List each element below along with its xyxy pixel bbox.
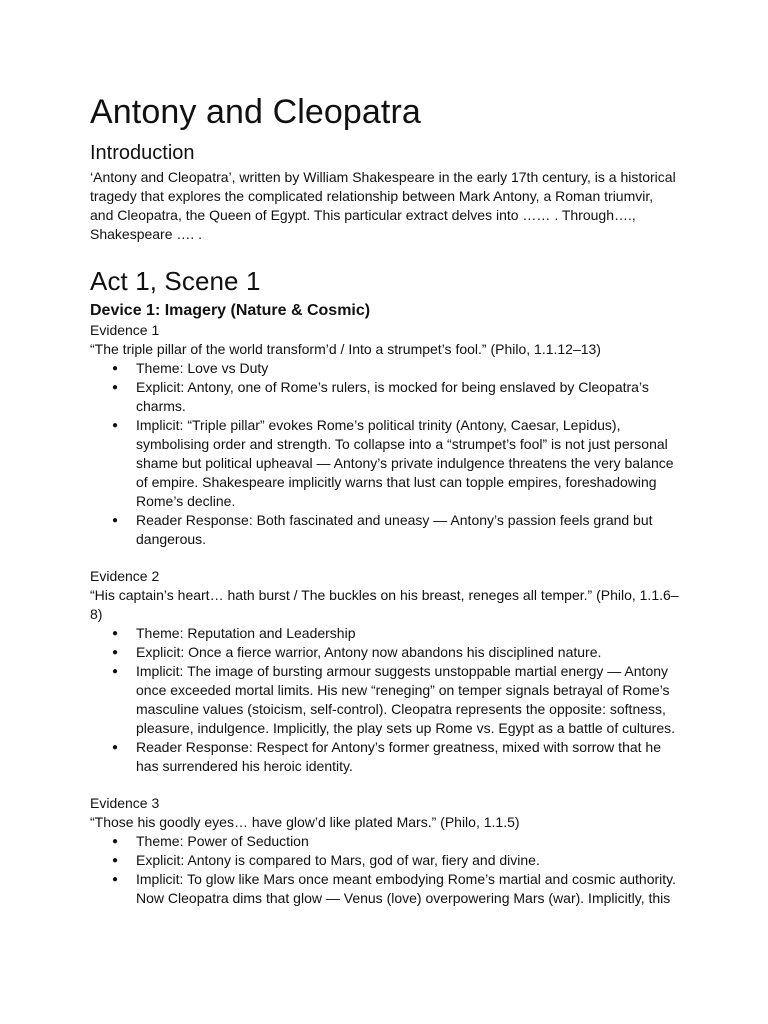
- evidence-bullet-list: [90, 832, 680, 908]
- bullet-theme: ● Theme: Love vs Duty: [136, 359, 680, 378]
- bullet-theme: ● Theme: Reputation and Leadership: [136, 624, 680, 643]
- evidence-bullet-list: [90, 624, 680, 776]
- evidence-label: Evidence 2: [90, 568, 160, 584]
- device-heading: Device 1: Imagery (Nature & Cosmic): [90, 302, 371, 319]
- evidence-block-2: [90, 567, 680, 776]
- bullet-explicit: ● Explicit: Once a fierce warrior, Antony now abandons his disciplined nature.: [136, 643, 680, 662]
- bullet-implicit: ● Implicit: To glow like Mars once meant embodying Rome’s martial and cosmic authority. Now Cleopatra dims that glow — Venus (love) overpowering Mars (war). Implicitly, this: [136, 870, 680, 908]
- evidence-quote: “The triple pillar of the world transform’d / Into a strumpet’s fool.” (Philo, 1.1.12–13): [90, 341, 601, 357]
- bullet-reader-response: ● Reader Response: Both fascinated and uneasy — Antony’s passion feels grand but dangerous.: [136, 511, 680, 549]
- evidence-block-1: [90, 321, 680, 549]
- intro-paragraph: ‘Antony and Cleopatra’, written by William Shakespeare in the early 17th century, is a historical tragedy that explores the complicated relationship between Mark Antony, a Roman triumvir, and Cleopatra, the Queen of Egypt. This particular extract delves into …… . Through…., Shakespeare …. .: [90, 169, 676, 242]
- evidence-bullet-list: [90, 359, 680, 549]
- evidence-quote: “Those his goodly eyes… have glow’d like plated Mars.” (Philo, 1.1.5): [90, 814, 520, 830]
- evidence-label: Evidence 1: [90, 322, 160, 338]
- bullet-explicit: ● Explicit: Antony is compared to Mars, god of war, fiery and divine.: [136, 851, 680, 870]
- intro-heading: Introduction: [90, 142, 195, 164]
- document-body: [90, 92, 680, 908]
- evidence-label: Evidence 3: [90, 795, 160, 811]
- evidence-block-3: [90, 794, 680, 908]
- evidence-quote: “His captain’s heart… hath burst / The buckles on his breast, reneges all temper.” (Philo, 1.1.6–8): [90, 587, 679, 622]
- document-title: Antony and Cleopatra: [90, 93, 421, 131]
- bullet-implicit: ● Implicit: The image of bursting armour suggests unstoppable martial energy — Antony once exceeded mortal limits. His new “reneging” on temper signals betrayal of Rome’s masculine values (stoicism, self-control). Cleopatra represents the opposite: softness, pleasure, indulgence. Implicitly, the play sets up Rome vs. Egypt as a battle of cultures.: [136, 662, 680, 738]
- bullet-explicit: ● Explicit: Antony, one of Rome’s rulers, is mocked for being enslaved by Cleopatra’s charms.: [136, 378, 680, 416]
- bullet-reader-response: ● Reader Response: Respect for Antony’s former greatness, mixed with sorrow that he has surrendered his heroic identity.: [136, 738, 680, 776]
- bullet-implicit: ● Implicit: “Triple pillar” evokes Rome’s political trinity (Antony, Caesar, Lepidus), symbolising order and strength. To collapse into a “strumpet’s fool” is not just personal shame but political upheaval — Antony’s private indulgence threatens the very balance of empire. Shakespeare implicitly warns that lust can topple empires, foreshadowing Rome’s decline.: [136, 416, 680, 511]
- act-heading: Act 1, Scene 1: [90, 266, 261, 296]
- bullet-theme: ● Theme: Power of Seduction: [136, 832, 680, 851]
